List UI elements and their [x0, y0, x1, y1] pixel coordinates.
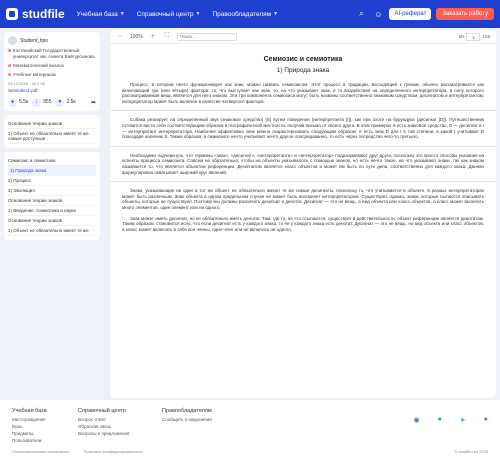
footer-link[interactable]: Пользователи [12, 438, 42, 443]
paragraph: Собака реагирует на определенный звук (знаковое средство) [S] путем поведения (интерпретанта [I]), как при охоте на бурундука (десигнат [D]). Путешественник готовится вести себя соответствующим образом в географической местности, получив письмо от своего друга. В этих примерах S есть знаковое средство, D — десигнат и I — интерпретант интерпретатора. Наиболее эффективно знак можно охарактеризовать следующим образом: S есть знак D для I в той степени, в какой I учитывает D благодаря наличию S. Таким образом, в семиозисе нечто учитывает нечто другое опосредованно, то есть через посредство чего-то третьего. [122, 117, 484, 140]
sidebar [0, 28, 104, 244]
likes-stat[interactable] [55, 98, 75, 107]
footer-link[interactable]: Вопрос-ответ [78, 417, 106, 422]
footer-link[interactable]: Обратная связь [78, 424, 112, 429]
files-label: Учебные материалы [13, 72, 57, 78]
document-stats [8, 98, 96, 107]
downloads-stat[interactable] [32, 98, 51, 107]
likes-count: 2.5к [66, 99, 76, 106]
viewer-toolbar [110, 30, 496, 44]
footer-link[interactable]: Предметы [12, 431, 34, 436]
nav-label: Учебная база [76, 10, 118, 18]
views-stat [8, 98, 28, 107]
order-work-button[interactable]: Заказать работу [436, 8, 494, 20]
toc-item[interactable]: 3) Эволюция [8, 186, 96, 196]
university-line[interactable] [8, 48, 96, 60]
eye-icon: ● [8, 98, 17, 107]
document-subtitle: 1) Природа знака [276, 67, 330, 74]
zoom-level: 100% [130, 33, 143, 40]
footer-link[interactable]: Сообщить о нарушении [162, 417, 212, 422]
chevron-down-icon: ▼ [273, 11, 279, 17]
like-icon: ♥ [55, 98, 64, 107]
ai-essay-button[interactable]: AI-реферат [389, 8, 431, 20]
nav-label: Правообладателям [212, 10, 272, 18]
terms-link[interactable]: Пользовательское соглашение [12, 449, 70, 454]
uploader-name: Student_tipo [20, 37, 49, 44]
divider [110, 181, 496, 182]
footer-link[interactable]: Вузы [12, 424, 23, 429]
uploader[interactable] [8, 36, 96, 45]
footer-link[interactable]: Месторождение [12, 417, 46, 422]
footer-link[interactable]: Вопросы и предложения [78, 431, 130, 436]
page-indicator [459, 33, 490, 41]
nav-help-center[interactable] [137, 11, 201, 18]
search-icon[interactable]: ⌕ [359, 9, 364, 18]
logo-text: studfile [22, 7, 65, 21]
document-link[interactable]: Semiotics1.pdf [8, 87, 38, 93]
subject-name: Математический анализ [13, 62, 64, 68]
logo-icon [6, 8, 18, 20]
document-search-input[interactable] [177, 33, 237, 41]
avatar [8, 36, 17, 45]
subject-line[interactable] [8, 63, 96, 70]
nav-copyright-holders[interactable] [212, 11, 278, 18]
user-icon[interactable]: ☺ [374, 9, 383, 19]
page-label: Из [459, 34, 465, 39]
privacy-link[interactable]: Политика конфиденциальности [83, 449, 143, 454]
page-current-input[interactable]: 1 [466, 33, 480, 41]
footer-col-rights [162, 408, 212, 424]
footer-heading[interactable]: Правообладателям [162, 408, 212, 414]
logo[interactable] [6, 7, 65, 21]
toc-item[interactable]: 1) Объект не обязательно имеет те же самые доступные [8, 129, 96, 144]
toc-item[interactable]: Основания теории знаков [8, 196, 96, 206]
file-date: 09.12.2016 · 46.2 Кб [8, 80, 46, 86]
toc-item[interactable]: 1) Объект не обязательно имеет те же [8, 226, 96, 236]
download-icon: ↓ [32, 98, 41, 107]
footer-heading[interactable]: Справочный центр [78, 408, 127, 414]
toc-card [4, 152, 100, 240]
nav-label: Справочный центр [136, 10, 194, 18]
page-total: 125 [482, 34, 490, 39]
downloads-count: 955 [43, 99, 52, 106]
toc-item[interactable]: Основания теории знаков [8, 216, 96, 226]
copyright: © studfile.net 2025 [454, 449, 488, 454]
viber-icon[interactable]: ● [483, 416, 488, 423]
header-actions [355, 8, 494, 20]
views-count: 5.5к [19, 99, 29, 106]
toc-item[interactable]: Семиозис и семиотика [8, 156, 96, 166]
nav-study-base[interactable] [77, 11, 125, 18]
university-name: Костанайский Государственный университет им. Ахмета Байтурсынова [13, 48, 95, 59]
footer-heading[interactable]: Учебная база [12, 408, 47, 414]
paragraph: Процесс, в котором нечто функционирует как знак, можно назвать семиозисом. Этот процесс в традиции, восходящей к грекам, обычно рассматривался как включающий три (или четыре) фактора: то, что выступает как знак, то, на что указывает знак, и то воздействие на определенного интерпретатора, в силу которого рассматриваемая вещь является для него знаком. Эти три компонента семиозиса могут быть названы соответственно знаковым средством, десигнатом и интерпретантом; интерпретатор может быть включен в качестве четвертого фактора. [122, 82, 484, 104]
toc-item[interactable]: 2) Процесс [8, 176, 96, 186]
toc-card-top [4, 115, 100, 148]
toc-item-active[interactable]: 1) Природа знака [8, 166, 96, 176]
share-icon[interactable]: ➦ [90, 99, 96, 106]
paragraph: Знаки, указывающие на один и тот же объект, не обязательно имеют те же самые десигнаты, поскольку то, что учитывается в объекте, в разных интерпретаторах может быть различным. Знак объекта в одном предельном случае не может быть воспринят интерпретатором. Существуют, однако, знаки, которые пытаются описывать объекты, которые не существуют. Поэтому мы должны различать десигнат и денотат. Десигнат — это не вещь, а вид объекта или класс объектов, а класс может включать много элементов, один элемент или ни одного. [122, 188, 484, 210]
toc-item[interactable]: 1) Введение. Семиотика и наука [8, 206, 96, 216]
zoom-out-icon[interactable]: − [118, 33, 122, 40]
document-page [110, 44, 496, 232]
document-info-card [4, 32, 100, 111]
footer-col-help [78, 408, 130, 438]
chevron-down-icon: ▼ [195, 11, 201, 17]
folder-icon: ■ [8, 72, 12, 79]
footer [0, 400, 500, 458]
top-header [0, 0, 500, 28]
subject-icon: ■ [8, 62, 12, 69]
zoom-in-icon[interactable]: + [151, 33, 155, 40]
fullscreen-icon[interactable]: ⛶ [164, 33, 169, 39]
paragraph: Необходимо подчеркнуть, что термины «знак», «десигнат», «интерпретанта» и «интерпретатор» подразумевают друг друга, поскольку это просто способы указания на аспекты процесса семиозиса. Совсем не обязательно, чтобы на объекты указывалось с помощью знаков, но есть нечто такое, на что указывают знаки, так как знаком называется то, что является объектом референции. Десигнатом является класс объектов и может им быть по сути дела, соответственно для каждого знака. Данная формулировка охватывает широкий круг явлений. [122, 152, 484, 175]
paragraph: Знак может иметь десигнат, но не обязательно иметь денотат. Там, где то, на что ссылаются, существует в действительности, объект референции является денотатом. Таким образом, становится ясно, что если десигнат есть у каждого знака, то не у каждого знака есть денотат. Десигнат — это не вещь, но вид объекта или класс объектов, а класс может включать в себя все члены, один член или не включать ни одного. [122, 215, 484, 232]
toc-item[interactable]: Основания теории знаков [8, 119, 96, 129]
footer-legal [12, 449, 143, 454]
divider [110, 146, 496, 147]
footer-col-study [12, 408, 47, 445]
social-links [414, 416, 488, 424]
document-viewer [110, 30, 496, 398]
university-icon: ■ [8, 48, 12, 54]
telegram-icon[interactable]: ➤ [459, 417, 466, 424]
vk-icon[interactable]: ◉ [413, 417, 420, 424]
files-line[interactable] [8, 72, 96, 79]
whatsapp-icon[interactable]: ● [437, 416, 442, 423]
chevron-down-icon: ▼ [119, 11, 125, 17]
document-title: Семиозис и семиотика [263, 56, 343, 63]
divider [110, 110, 496, 111]
